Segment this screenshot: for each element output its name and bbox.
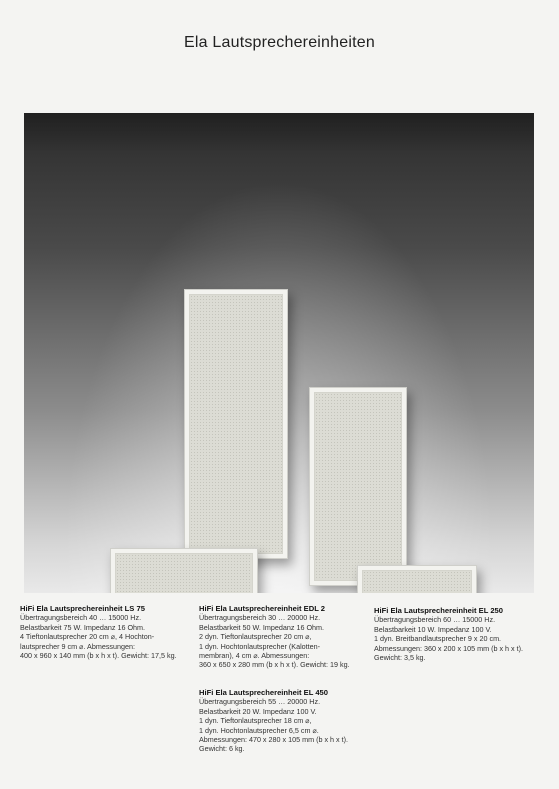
speaker-ls75-image	[110, 548, 258, 593]
spec-heading: HiFi Ela Lautsprechereinheit LS 75	[20, 604, 145, 613]
spec-line: Übertragungsbereich 60 … 15000 Hz.	[374, 615, 496, 625]
spec-heading: HiFi Ela Lautsprechereinheit EL 450	[199, 688, 328, 697]
spec-line: Gewicht: 3,5 kg.	[374, 653, 426, 663]
spec-line: lautsprecher 9 cm ⌀. Abmessungen:	[20, 641, 135, 651]
spec-line: membran), 4 cm ⌀. Abmessungen:	[199, 651, 310, 661]
speaker-grille	[362, 570, 472, 593]
spec-line: Belastbarkeit 10 W. Impedanz 100 V.	[374, 624, 492, 634]
spec-line: Übertragungsbereich 55 … 20000 Hz.	[199, 697, 321, 707]
spec-line: 2 dyn. Tieftonlautsprecher 20 cm ⌀,	[199, 632, 312, 642]
product-photo	[24, 113, 534, 593]
page-title: Ela Lautsprechereinheiten	[184, 34, 375, 51]
spec-block-el450	[199, 688, 348, 754]
spec-block-ls75	[20, 604, 177, 660]
speaker-grille	[314, 392, 402, 581]
speaker-grille	[189, 294, 283, 554]
spec-line: 1 dyn. Breitbandlautsprecher 9 x 20 cm.	[374, 634, 502, 644]
speaker-edl2-image	[184, 289, 288, 559]
spec-line: 4 Tieftonlautsprecher 20 cm ⌀, 4 Hochton-	[20, 632, 155, 642]
spec-line: Belastbarkeit 75 W. Impedanz 16 Ohm.	[20, 622, 146, 632]
spec-line: 1 dyn. Tieftonlautsprecher 18 cm ⌀,	[199, 716, 312, 726]
spec-line: 1 dyn. Hochtonlautsprecher 6,5 cm ⌀.	[199, 725, 319, 735]
spec-line: 400 x 960 x 140 mm (b x h x t). Gewicht: 17,5 kg.	[20, 651, 177, 661]
spec-line: Übertragungsbereich 30 … 20000 Hz.	[199, 613, 321, 623]
spec-line: Belastbarkeit 20 W. Impedanz 100 V.	[199, 706, 317, 716]
spec-line: Abmessungen: 470 x 280 x 105 mm (b x h x t).	[199, 735, 349, 745]
speaker-el450-image	[309, 387, 407, 586]
spec-line: Belastbarkeit 50 W. Impedanz 16 Ohm.	[199, 622, 325, 632]
spec-line: Abmessungen: 360 x 200 x 105 mm (b x h x t).	[374, 643, 524, 653]
spec-heading: HiFi Ela Lautsprechereinheit EDL 2	[199, 604, 326, 613]
speaker-grille	[115, 553, 253, 593]
spec-block-edl2	[199, 604, 350, 670]
speaker-el250-image	[357, 565, 477, 593]
spec-line: Übertragungsbereich 40 … 15000 Hz.	[20, 613, 142, 623]
spec-line: Gewicht: 6 kg.	[199, 744, 245, 754]
spec-line: 360 x 650 x 280 mm (b x h x t). Gewicht: 19 kg.	[199, 660, 350, 670]
spec-line: 1 dyn. Hochtonlautsprecher (Kalotten-	[199, 641, 321, 651]
spec-heading: HiFi Ela Lautsprechereinheit EL 250	[374, 606, 503, 615]
spec-block-el250	[374, 606, 523, 662]
